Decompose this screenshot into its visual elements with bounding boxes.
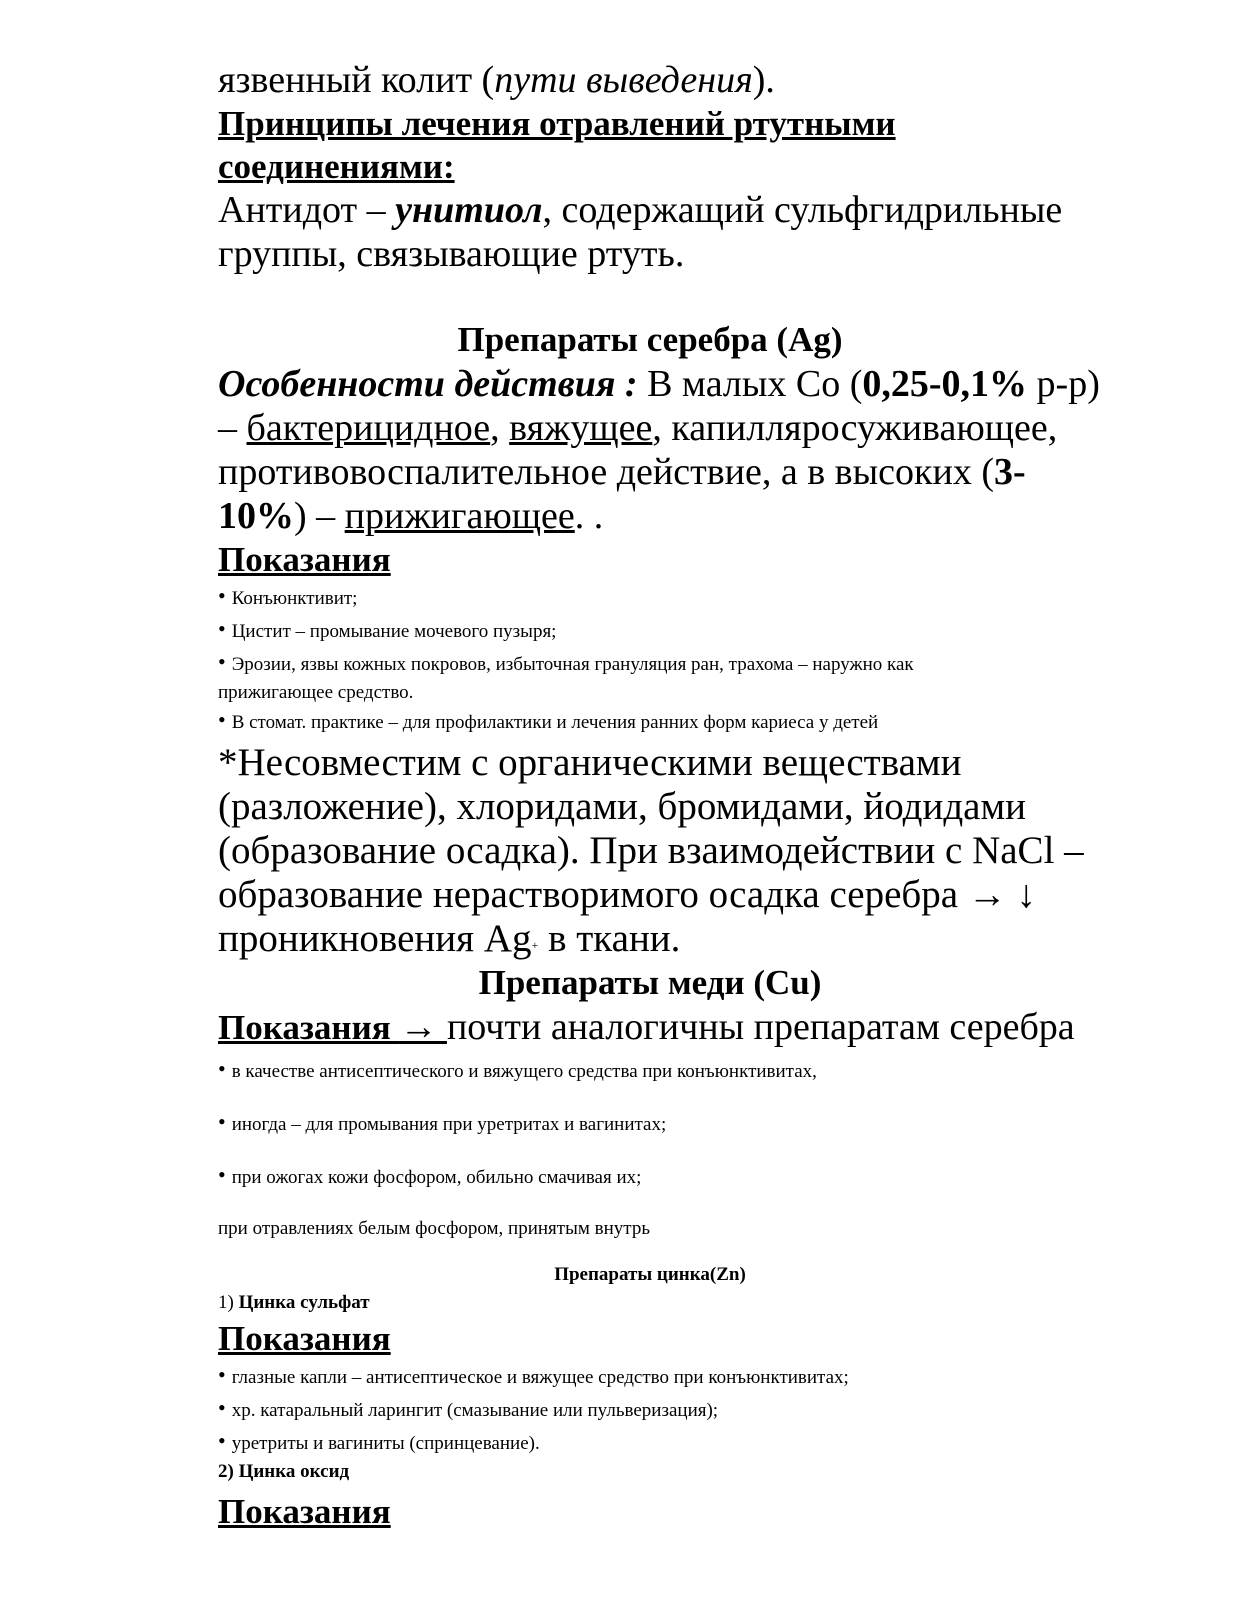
document-page	[218, 58, 1098, 1533]
list-item: • Конъюнктивит;	[218, 583, 1098, 613]
copper-indications-line: Показания → почти аналогичны препаратам серебра	[218, 1006, 1075, 1048]
list-item: • В стомат. практике – для профилактики и лечения ранних форм кариеса у детей	[218, 707, 1098, 737]
mercury-heading-cont: соединениями:	[218, 147, 455, 186]
incompat-line: (образование осадка). При взаимодействии с NaCl –	[218, 829, 1084, 872]
zinc-indications-heading: Показания	[218, 1319, 391, 1358]
list-item: • уретриты и вагиниты (спринцевание).	[218, 1428, 1098, 1458]
incompat-line: *Несовместим с органическими веществами	[218, 741, 962, 784]
list-item: • в качестве антисептического и вяжущего средства при конъюнктивитах,	[218, 1056, 1098, 1086]
copper-indications-heading: Показания	[218, 1008, 400, 1047]
list-item: • глазные капли – антисептическое и вяжущее средство при конъюнктивитах;	[218, 1362, 1098, 1392]
antidote-name: унитиол	[395, 189, 543, 231]
antidote-line: Антидот – унитиол, содержащий сульфгидрильные	[218, 189, 1063, 231]
copper-last-line: при отравлениях белым фосфором, принятым внутрь	[218, 1218, 650, 1239]
incompat-line-last: проникновения Ag+ в ткани.	[218, 917, 681, 960]
list-item: • иногда – для промывания при уретритах и вагинитах;	[218, 1109, 1098, 1139]
list-item: • Цистит – промывание мочевого пузыря;	[218, 616, 1098, 646]
colitis-line: язвенный колит (пути выведения).	[218, 59, 775, 101]
features-label: Особенности действия :	[218, 363, 638, 405]
list-item-cont: прижигающее средство.	[218, 682, 414, 703]
silver-indications-heading: Показания	[218, 540, 391, 579]
silver-actions-line-4: 10%) – прижигающее. .	[218, 495, 604, 537]
silver-actions-line: – бактерицидное, вяжущее, капилляросуживающее,	[218, 407, 1058, 449]
arrow-icon: →	[399, 1006, 447, 1048]
incompat-line: (разложение), хлоридами, бромидами, йодидами	[218, 785, 1027, 828]
list-item: • хр. катаральный ларингит (смазывание или пульверизация);	[218, 1395, 1098, 1425]
silver-features-line: Особенности действия : В малых Со (0,25-0,1% р-р)	[218, 363, 1100, 405]
zinc-indications-heading-2: Показания	[218, 1492, 391, 1531]
incompat-line: образование нерастворимого осадка серебра → ↓	[218, 873, 1037, 916]
antidote-line-2: группы, связывающие ртуть.	[218, 233, 685, 275]
zinc-title: Препараты цинка(Zn)	[554, 1264, 746, 1285]
zinc-item-2: 2) Цинка оксид	[218, 1461, 350, 1482]
list-item: • при ожогах кожи фосфором, обильно смачивая их;	[218, 1162, 1098, 1192]
silver-title: Препараты серебра (Ag)	[457, 320, 843, 359]
zinc-item-1: 1) Цинка сульфат	[218, 1292, 370, 1313]
list-item: • Эрозии, язвы кожных покровов, избыточная грануляция ран, трахома – наружно как	[218, 649, 1098, 679]
copper-title: Препараты меди (Cu)	[478, 963, 822, 1002]
silver-actions-line-3: противовоспалительное действие, а в высоких (3-	[218, 451, 1026, 493]
mercury-heading: Принципы лечения отравлений ртутными	[218, 104, 896, 143]
